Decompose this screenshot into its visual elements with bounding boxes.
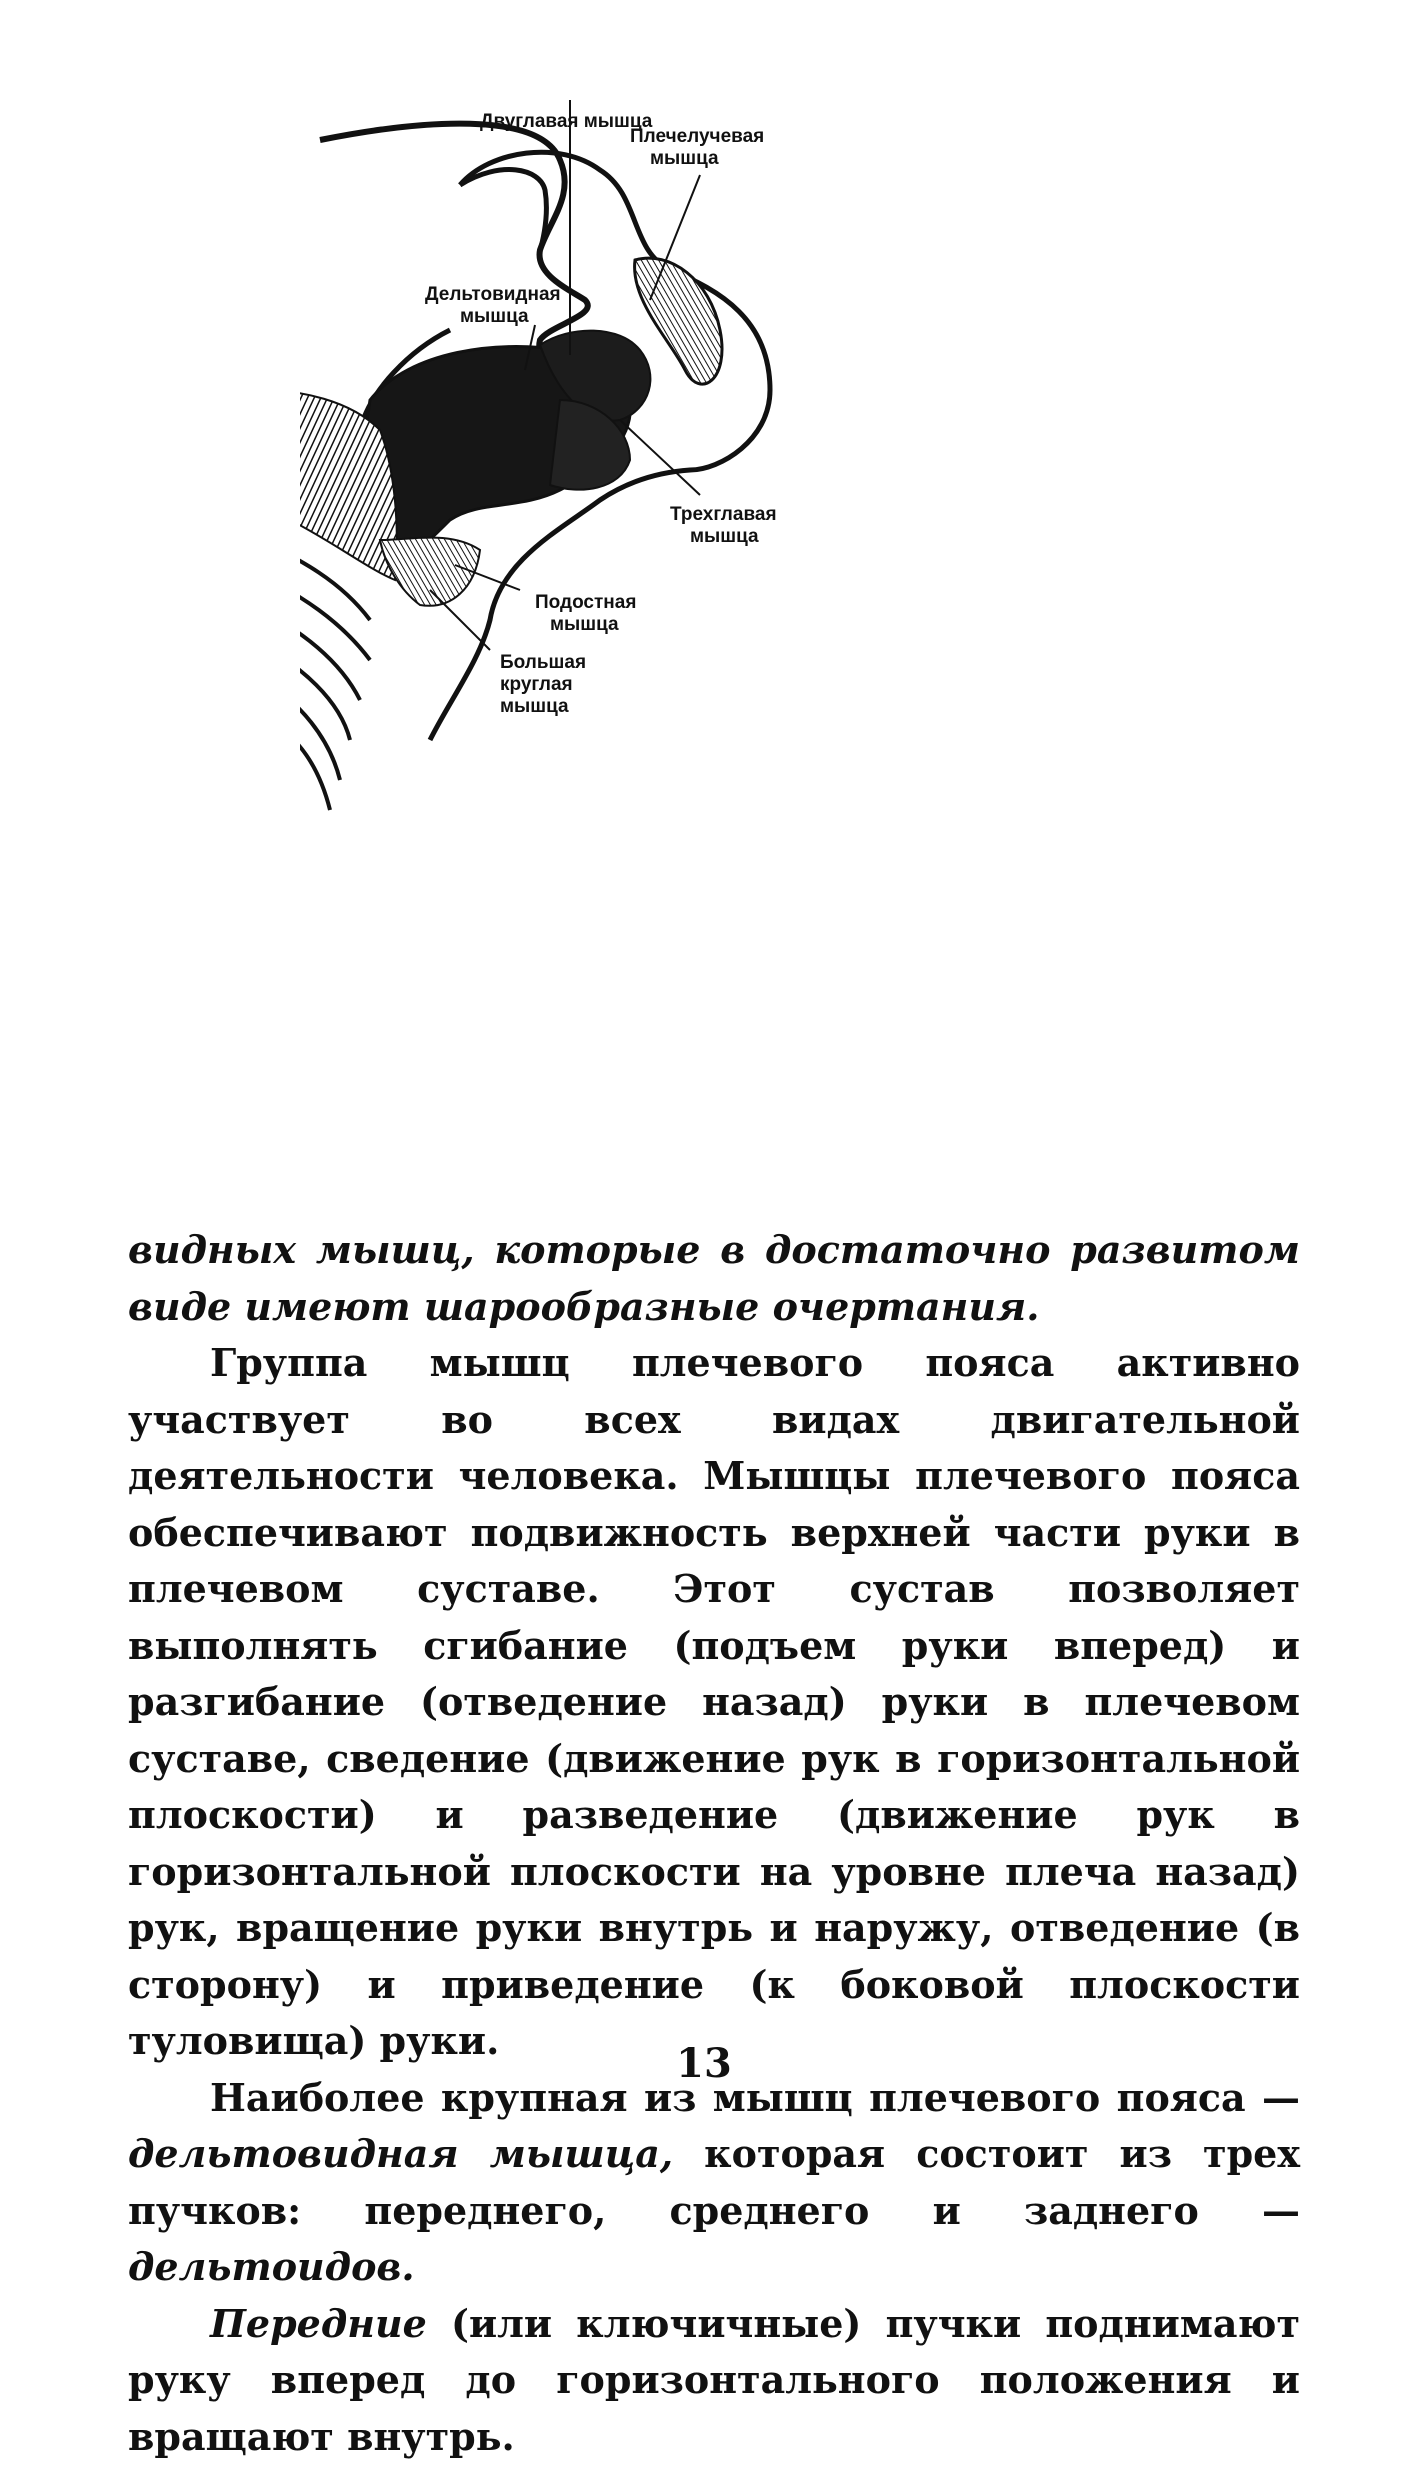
term-deltoids: дельтоидов. — [128, 2244, 415, 2289]
term-deltoid-muscle: дельтовидная мышца, — [128, 2131, 673, 2176]
paragraph-4 — [128, 2296, 1300, 2465]
term-anterior: Передние — [210, 2301, 427, 2346]
label-teres-major-line2: круглая — [500, 674, 573, 695]
body-text — [128, 1222, 1300, 2465]
label-infraspinatus-line1: Подостная — [535, 592, 636, 613]
paragraph-4-rest: (или ключичные) пучки поднимают руку вперед до горизонтального положения и вращают внутрь. — [128, 2301, 1300, 2459]
label-deltoid-line2: мышца — [460, 306, 529, 327]
ribs — [300, 540, 370, 810]
forearm-outline — [460, 170, 546, 250]
anatomy-figure — [300, 100, 1180, 1090]
label-brachioradialis-line1: Плечелучевая — [630, 126, 764, 147]
label-teres-major-line3: мышца — [500, 696, 569, 717]
infraspinatus-muscle — [380, 538, 480, 606]
label-biceps: Двуглавая мышца — [480, 111, 653, 132]
paragraph-1 — [128, 1222, 1300, 1335]
paragraph-3-mid: которая состоит из трех пучков: переднего, среднего и заднего — — [128, 2131, 1300, 2233]
paragraph-3-start: Наиболее крупная из мышц плечевого пояса — — [210, 2075, 1300, 2120]
paragraph-1-italic: видных мышц, которые в достаточно развитом виде имеют шарообразные очертания. — [128, 1227, 1300, 1329]
paragraph-2: Группа мышц плечевого пояса активно участвует во всех видах двигательной деятельности человека. Мышцы плечевого пояса обеспечивают подвижность верхней части руки в плечевом суставе. Этот сустав позволяет выполнять сгибание (подъем руки вперед) и разгибание (отведение назад) руки в плечевом суставе, сведение (движение рук в горизонтальной плоскости) и разведение (движение рук в горизонтальной плоскости на уровне плеча назад) рук, вращение руки внутрь и наружу, отведение (в сторону) и приведение (к боковой плоскости туловища) руки. — [128, 1335, 1300, 2070]
label-triceps-line2: мышца — [690, 526, 759, 547]
page-number: 13 — [0, 2040, 1408, 2087]
label-infraspinatus-line2: мышца — [550, 614, 619, 635]
label-brachioradialis-line2: мышца — [650, 148, 719, 169]
paragraph-3 — [128, 2070, 1300, 2296]
label-teres-major-line1: Большая — [500, 652, 586, 673]
label-deltoid-line1: Дельтовидная — [425, 284, 561, 305]
label-triceps-line1: Трехглавая — [670, 504, 777, 525]
